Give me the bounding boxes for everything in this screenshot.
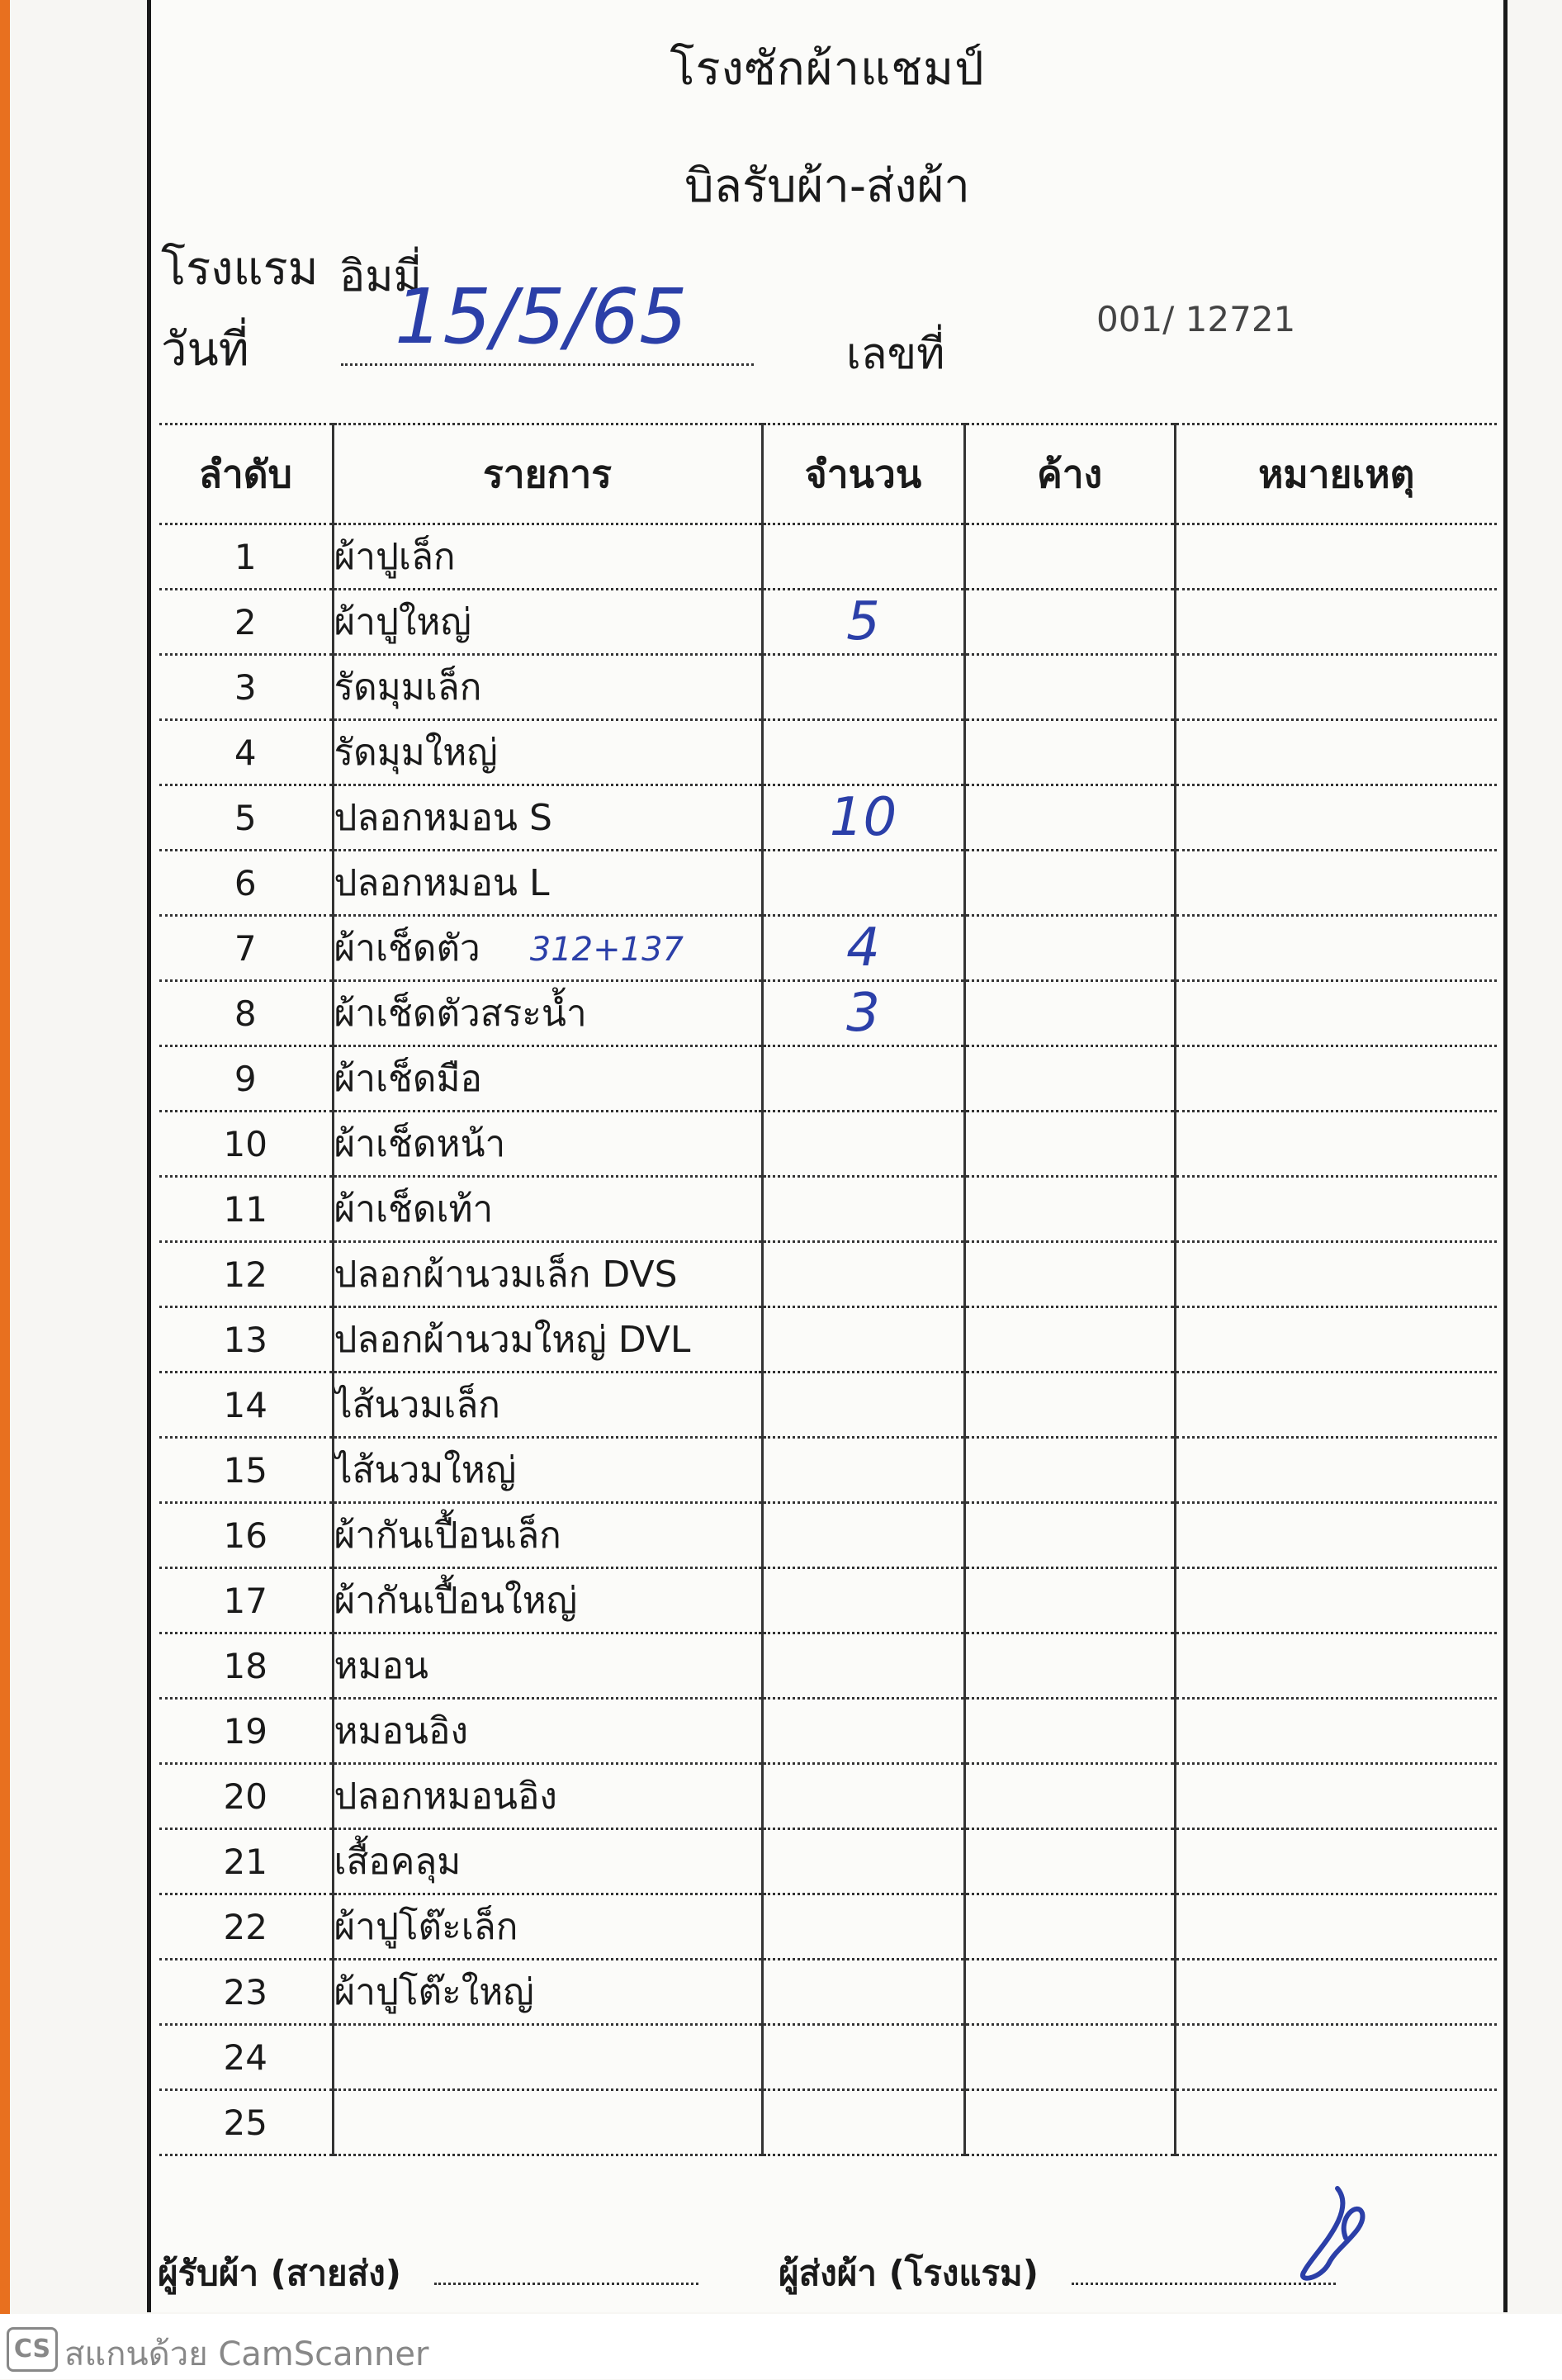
row-quantity — [762, 1112, 964, 1177]
col-header-item: รายการ — [333, 424, 762, 524]
row-item: ปลอกหมอนอิง — [333, 1764, 762, 1829]
row-remarks — [1175, 1112, 1497, 1177]
row-item: ผ้าเช็ดมือ — [333, 1046, 762, 1112]
row-number: 16 — [159, 1503, 333, 1568]
row-remarks — [1175, 1242, 1497, 1307]
row-remarks — [1175, 655, 1497, 720]
table-row — [159, 590, 1497, 655]
row-outstanding — [964, 1503, 1175, 1568]
row-remarks — [1175, 1438, 1497, 1503]
row-remarks — [1175, 1960, 1497, 2025]
row-remarks — [1175, 851, 1497, 916]
row-remarks — [1175, 1633, 1497, 1699]
row-number: 11 — [159, 1177, 333, 1242]
row-remarks — [1175, 1503, 1497, 1568]
row-quantity — [762, 1568, 964, 1633]
row-item: ผ้าเช็ดตัวสระน้ำ — [333, 981, 762, 1046]
row-remarks — [1175, 1829, 1497, 1894]
row-quantity — [762, 1764, 964, 1829]
row-quantity — [762, 1960, 964, 2025]
row-outstanding — [964, 1960, 1175, 2025]
row-remarks — [1175, 1764, 1497, 1829]
row-quantity — [762, 524, 964, 590]
row-remarks — [1175, 1373, 1497, 1438]
row-quantity — [762, 1894, 964, 1960]
row-item: ผ้าปูเล็ก — [333, 524, 762, 590]
row-quantity: 3 — [762, 981, 964, 1046]
row-item: ปลอกหมอน S — [333, 785, 762, 851]
date-value: 15/5/65 — [395, 273, 688, 361]
col-header-no: ลำดับ — [159, 424, 333, 524]
row-number: 12 — [159, 1242, 333, 1307]
row-remarks — [1175, 1177, 1497, 1242]
row-number: 14 — [159, 1373, 333, 1438]
row-outstanding — [964, 1764, 1175, 1829]
row-quantity — [762, 1046, 964, 1112]
row-number: 23 — [159, 1960, 333, 2025]
row-number: 3 — [159, 655, 333, 720]
row-item: ไส้นวมใหญ่ — [333, 1438, 762, 1503]
row-number: 22 — [159, 1894, 333, 1960]
row-number: 7 — [159, 916, 333, 981]
row-item: ผ้าปูโต๊ะใหญ่ — [333, 1960, 762, 2025]
row-outstanding — [964, 1633, 1175, 1699]
hotel-name: อิมมี่ — [339, 252, 422, 301]
row-number: 21 — [159, 1829, 333, 1894]
row-quantity: 10 — [762, 785, 964, 851]
items-table — [159, 423, 1497, 2156]
row-item: ผ้าเช็ดหน้า — [333, 1112, 762, 1177]
row-quantity — [762, 1307, 964, 1373]
row-remarks — [1175, 2090, 1497, 2155]
row-outstanding — [964, 1438, 1175, 1503]
row-number: 2 — [159, 590, 333, 655]
table-row — [159, 1960, 1497, 2025]
row-outstanding — [964, 1307, 1175, 1373]
row-quantity — [762, 1633, 964, 1699]
row-remarks — [1175, 524, 1497, 590]
row-remarks — [1175, 981, 1497, 1046]
table-row — [159, 916, 1497, 981]
row-remarks — [1175, 785, 1497, 851]
receiver-signature-line — [434, 2274, 698, 2285]
row-outstanding — [964, 1242, 1175, 1307]
form-title: บิลรับผ้า-ส่งผ้า — [684, 159, 970, 213]
row-number: 20 — [159, 1764, 333, 1829]
table-row — [159, 1307, 1497, 1373]
row-outstanding — [964, 720, 1175, 785]
bill-number: 001/ 12721 — [1096, 299, 1296, 339]
row-quantity — [762, 1177, 964, 1242]
table-row — [159, 524, 1497, 590]
row-remarks — [1175, 1568, 1497, 1633]
sender-label: ผู้ส่งผ้า (โรงแรม) — [779, 2253, 1039, 2293]
table-row — [159, 1503, 1497, 1568]
row-number: 1 — [159, 524, 333, 590]
camscanner-logo-icon: CS — [7, 2327, 58, 2372]
row-number: 17 — [159, 1568, 333, 1633]
row-outstanding — [964, 1568, 1175, 1633]
table-row — [159, 655, 1497, 720]
col-header-qty: จำนวน — [762, 424, 964, 524]
row-item: หมอนอิง — [333, 1699, 762, 1764]
row-remarks — [1175, 590, 1497, 655]
row-number: 4 — [159, 720, 333, 785]
sender-signature-field — [779, 2246, 1336, 2301]
row-item: หมอน — [333, 1633, 762, 1699]
row-quantity: 5 — [762, 590, 964, 655]
row-quantity — [762, 1699, 964, 1764]
row-quantity — [762, 2025, 964, 2090]
row-outstanding — [964, 1177, 1175, 1242]
laundry-bill-sheet — [147, 0, 1508, 2312]
table-header-row — [159, 424, 1497, 524]
table-row — [159, 1699, 1497, 1764]
table-body — [159, 524, 1497, 2155]
row-quantity — [762, 1503, 964, 1568]
row-remarks — [1175, 1699, 1497, 1764]
row-number: 18 — [159, 1633, 333, 1699]
table-row — [159, 1633, 1497, 1699]
row-number: 5 — [159, 785, 333, 851]
col-header-outstanding: ค้าง — [964, 424, 1175, 524]
table-row — [159, 851, 1497, 916]
row-outstanding — [964, 1373, 1175, 1438]
row-item: ผ้ากันเปื้อนเล็ก — [333, 1503, 762, 1568]
table-row — [159, 1242, 1497, 1307]
row-remarks — [1175, 1894, 1497, 1960]
row-quantity — [762, 1829, 964, 1894]
date-label: วันที่ — [161, 323, 249, 377]
row-outstanding — [964, 981, 1175, 1046]
row-item: ผ้าเช็ดเท้า — [333, 1177, 762, 1242]
table-row — [159, 785, 1497, 851]
row-number: 19 — [159, 1699, 333, 1764]
row-item: ปลอกหมอน L — [333, 851, 762, 916]
row-outstanding — [964, 1112, 1175, 1177]
row-outstanding — [964, 1829, 1175, 1894]
row-item: รัดมุมใหญ่ — [333, 720, 762, 785]
row-item: ไส้นวมเล็ก — [333, 1373, 762, 1438]
scan-edge-left — [0, 0, 10, 2379]
row-remarks — [1175, 1046, 1497, 1112]
row-remarks — [1175, 916, 1497, 981]
row-item — [333, 2025, 762, 2090]
row-number: 25 — [159, 2090, 333, 2155]
row-outstanding — [964, 524, 1175, 590]
row-outstanding — [964, 590, 1175, 655]
row-outstanding — [964, 1699, 1175, 1764]
row-remarks — [1175, 1307, 1497, 1373]
date-line — [341, 363, 754, 366]
table-row — [159, 1177, 1497, 1242]
row-item-handnote: 312+137 — [529, 931, 684, 969]
row-item: รัดมุมเล็ก — [333, 655, 762, 720]
table-row — [159, 1894, 1497, 1960]
row-quantity: 4 — [762, 916, 964, 981]
table-row — [159, 1046, 1497, 1112]
table-row — [159, 2090, 1497, 2155]
row-item: ปลอกผ้านวมเล็ก DVS — [333, 1242, 762, 1307]
receiver-signature-field — [158, 2246, 698, 2301]
table-row — [159, 1568, 1497, 1633]
row-outstanding — [964, 785, 1175, 851]
row-number: 8 — [159, 981, 333, 1046]
row-outstanding — [964, 2025, 1175, 2090]
row-number: 9 — [159, 1046, 333, 1112]
handwritten-signature — [1288, 2180, 1387, 2288]
table-row — [159, 720, 1497, 785]
row-outstanding — [964, 851, 1175, 916]
row-quantity — [762, 720, 964, 785]
row-number: 24 — [159, 2025, 333, 2090]
row-item: ผ้ากันเปื้อนใหญ่ — [333, 1568, 762, 1633]
receiver-label: ผู้รับผ้า (สายส่ง) — [158, 2253, 402, 2293]
row-remarks — [1175, 720, 1497, 785]
row-item — [333, 2090, 762, 2155]
row-outstanding — [964, 916, 1175, 981]
row-outstanding — [964, 1046, 1175, 1112]
company-name: โรงซักผ้าแชมป์ — [670, 42, 985, 96]
row-outstanding — [964, 2090, 1175, 2155]
row-quantity — [762, 1373, 964, 1438]
row-quantity — [762, 2090, 964, 2155]
row-item — [333, 916, 762, 981]
row-item: ผ้าปูใหญ่ — [333, 590, 762, 655]
camscanner-text: สแกนด้วย CamScanner — [64, 2335, 429, 2373]
row-number: 6 — [159, 851, 333, 916]
col-header-remarks: หมายเหตุ — [1175, 424, 1497, 524]
row-number: 15 — [159, 1438, 333, 1503]
number-label: เลขที่ — [846, 330, 945, 379]
table-row — [159, 1438, 1497, 1503]
table-row — [159, 1764, 1497, 1829]
row-number: 10 — [159, 1112, 333, 1177]
table-row — [159, 1829, 1497, 1894]
row-item: ผ้าปูโต๊ะเล็ก — [333, 1894, 762, 1960]
row-remarks — [1175, 2025, 1497, 2090]
table-row — [159, 981, 1497, 1046]
row-number: 13 — [159, 1307, 333, 1373]
row-item: เสื้อคลุม — [333, 1829, 762, 1894]
row-outstanding — [964, 655, 1175, 720]
table-row — [159, 1112, 1497, 1177]
row-quantity — [762, 655, 964, 720]
row-quantity — [762, 851, 964, 916]
row-outstanding — [964, 1894, 1175, 1960]
table-row — [159, 1373, 1497, 1438]
row-item: ปลอกผ้านวมใหญ่ DVL — [333, 1307, 762, 1373]
table-row — [159, 2025, 1497, 2090]
hotel-label: โรงแรม — [161, 242, 319, 296]
row-item-label: ผ้าเช็ดตัว — [334, 927, 480, 970]
row-quantity — [762, 1438, 964, 1503]
row-quantity — [762, 1242, 964, 1307]
